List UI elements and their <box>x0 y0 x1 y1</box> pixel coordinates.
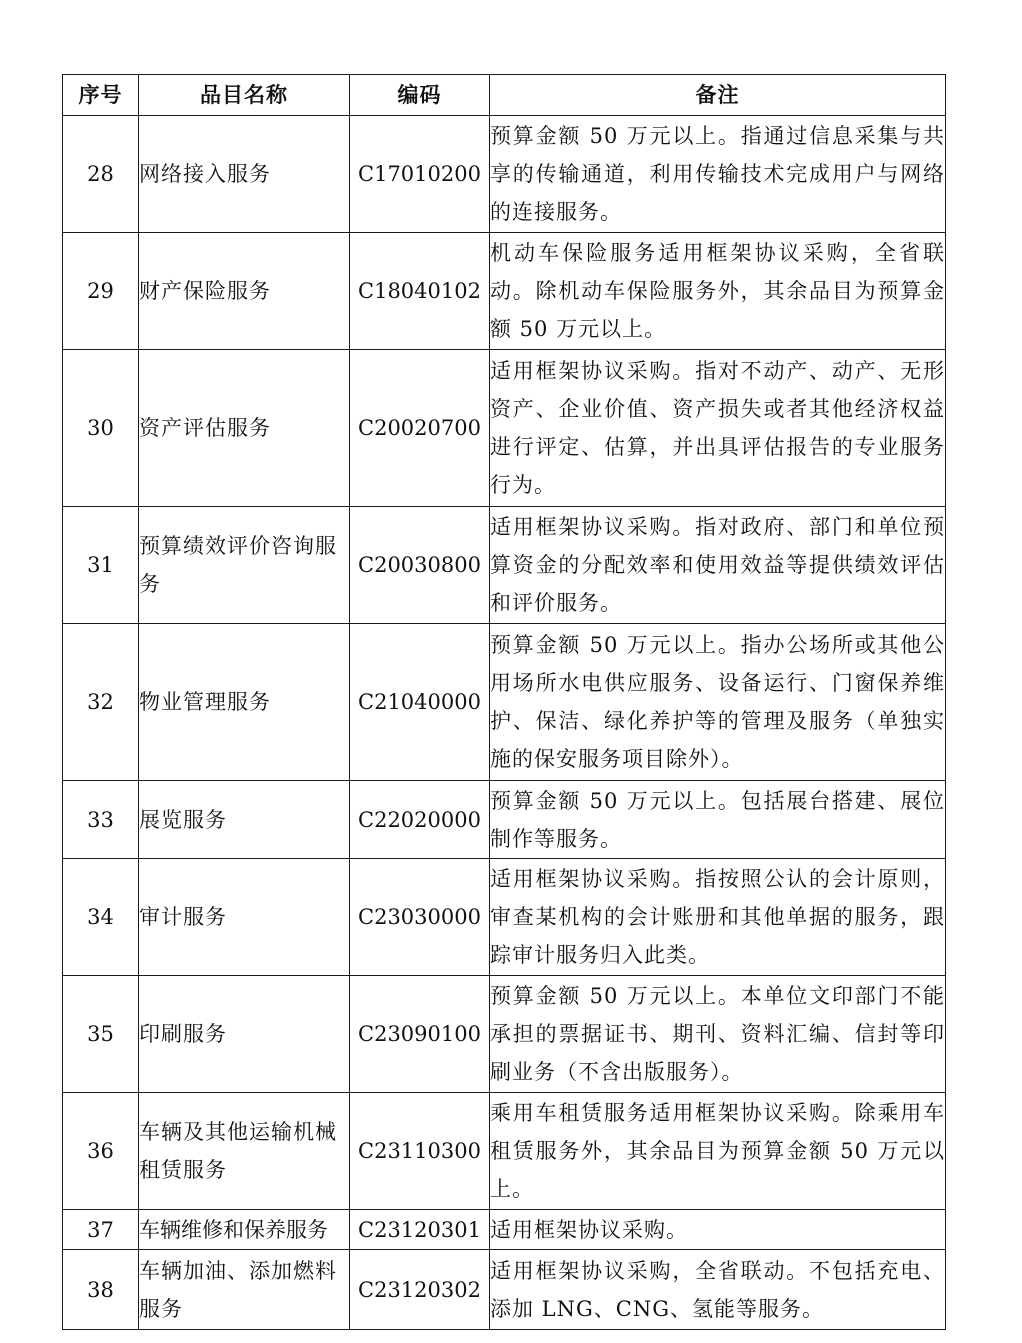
row-name: 展览服务 <box>139 781 350 859</box>
row-note: 适用框架协议采购。 <box>490 1210 946 1250</box>
row-no: 36 <box>63 1093 139 1210</box>
table-row <box>63 350 946 507</box>
table-row <box>63 781 946 859</box>
row-name: 网络接入服务 <box>139 116 350 233</box>
row-code: C18040102 <box>350 233 490 350</box>
table-row <box>63 233 946 350</box>
row-no: 29 <box>63 233 139 350</box>
table-row <box>63 624 946 781</box>
header-no: 序号 <box>63 75 139 116</box>
row-name: 物业管理服务 <box>139 624 350 781</box>
header-name: 品目名称 <box>139 75 350 116</box>
row-code: C23090100 <box>350 976 490 1093</box>
row-note: 乘用车租赁服务适用框架协议采购。除乘用车租赁服务外，其余品目为预算金额 50 万元以上。 <box>490 1093 946 1210</box>
table-row <box>63 116 946 233</box>
row-no: 31 <box>63 507 139 624</box>
table-row <box>63 1210 946 1250</box>
row-code: C23030000 <box>350 859 490 976</box>
row-code: C20030800 <box>350 507 490 624</box>
row-note: 预算金额 50 万元以上。本单位文印部门不能承担的票据证书、期刊、资料汇编、信封等印刷业务（不含出版服务）。 <box>490 976 946 1093</box>
row-note: 机动车保险服务适用框架协议采购，全省联动。除机动车保险服务外，其余品目为预算金额 50 万元以上。 <box>490 233 946 350</box>
row-code: C23120302 <box>350 1250 490 1330</box>
row-code: C22020000 <box>350 781 490 859</box>
row-name: 预算绩效评价咨询服务 <box>139 507 350 624</box>
row-no: 35 <box>63 976 139 1093</box>
row-name: 财产保险服务 <box>139 233 350 350</box>
row-name: 审计服务 <box>139 859 350 976</box>
row-code: C23120301 <box>350 1210 490 1250</box>
row-name: 车辆维修和保养服务 <box>139 1210 350 1250</box>
row-code: C17010200 <box>350 116 490 233</box>
row-name: 车辆加油、添加燃料服务 <box>139 1250 350 1330</box>
row-no: 32 <box>63 624 139 781</box>
header-note: 备注 <box>490 75 946 116</box>
row-no: 38 <box>63 1250 139 1330</box>
row-note: 适用框架协议采购。指对政府、部门和单位预算资金的分配效率和使用效益等提供绩效评估和评价服务。 <box>490 507 946 624</box>
table-row <box>63 976 946 1093</box>
table-row <box>63 859 946 976</box>
row-note: 适用框架协议采购。指对不动产、动产、无形资产、企业价值、资产损失或者其他经济权益进行评定、估算，并出具评估报告的专业服务行为。 <box>490 350 946 507</box>
row-note: 适用框架协议采购，全省联动。不包括充电、添加 LNG、CNG、氢能等服务。 <box>490 1250 946 1330</box>
row-name: 印刷服务 <box>139 976 350 1093</box>
row-no: 28 <box>63 116 139 233</box>
row-note: 预算金额 50 万元以上。指办公场所或其他公用场所水电供应服务、设备运行、门窗保养维护、保洁、绿化养护等的管理及服务（单独实施的保安服务项目除外）。 <box>490 624 946 781</box>
row-no: 30 <box>63 350 139 507</box>
table-body <box>63 116 946 1330</box>
header-row <box>63 75 946 116</box>
table-header <box>63 75 946 116</box>
row-code: C20020700 <box>350 350 490 507</box>
row-note: 预算金额 50 万元以上。包括展台搭建、展位制作等服务。 <box>490 781 946 859</box>
row-code: C23110300 <box>350 1093 490 1210</box>
table-row <box>63 1093 946 1210</box>
table-row <box>63 1250 946 1330</box>
row-no: 37 <box>63 1210 139 1250</box>
table-row <box>63 507 946 624</box>
row-name: 车辆及其他运输机械租赁服务 <box>139 1093 350 1210</box>
row-code: C21040000 <box>350 624 490 781</box>
row-note: 适用框架协议采购。指按照公认的会计原则，审查某机构的会计账册和其他单据的服务，跟踪审计服务归入此类。 <box>490 859 946 976</box>
row-name: 资产评估服务 <box>139 350 350 507</box>
row-no: 34 <box>63 859 139 976</box>
row-no: 33 <box>63 781 139 859</box>
header-code: 编码 <box>350 75 490 116</box>
catalog-table <box>62 74 946 1330</box>
row-note: 预算金额 50 万元以上。指通过信息采集与共享的传输通道，利用传输技术完成用户与网络的连接服务。 <box>490 116 946 233</box>
